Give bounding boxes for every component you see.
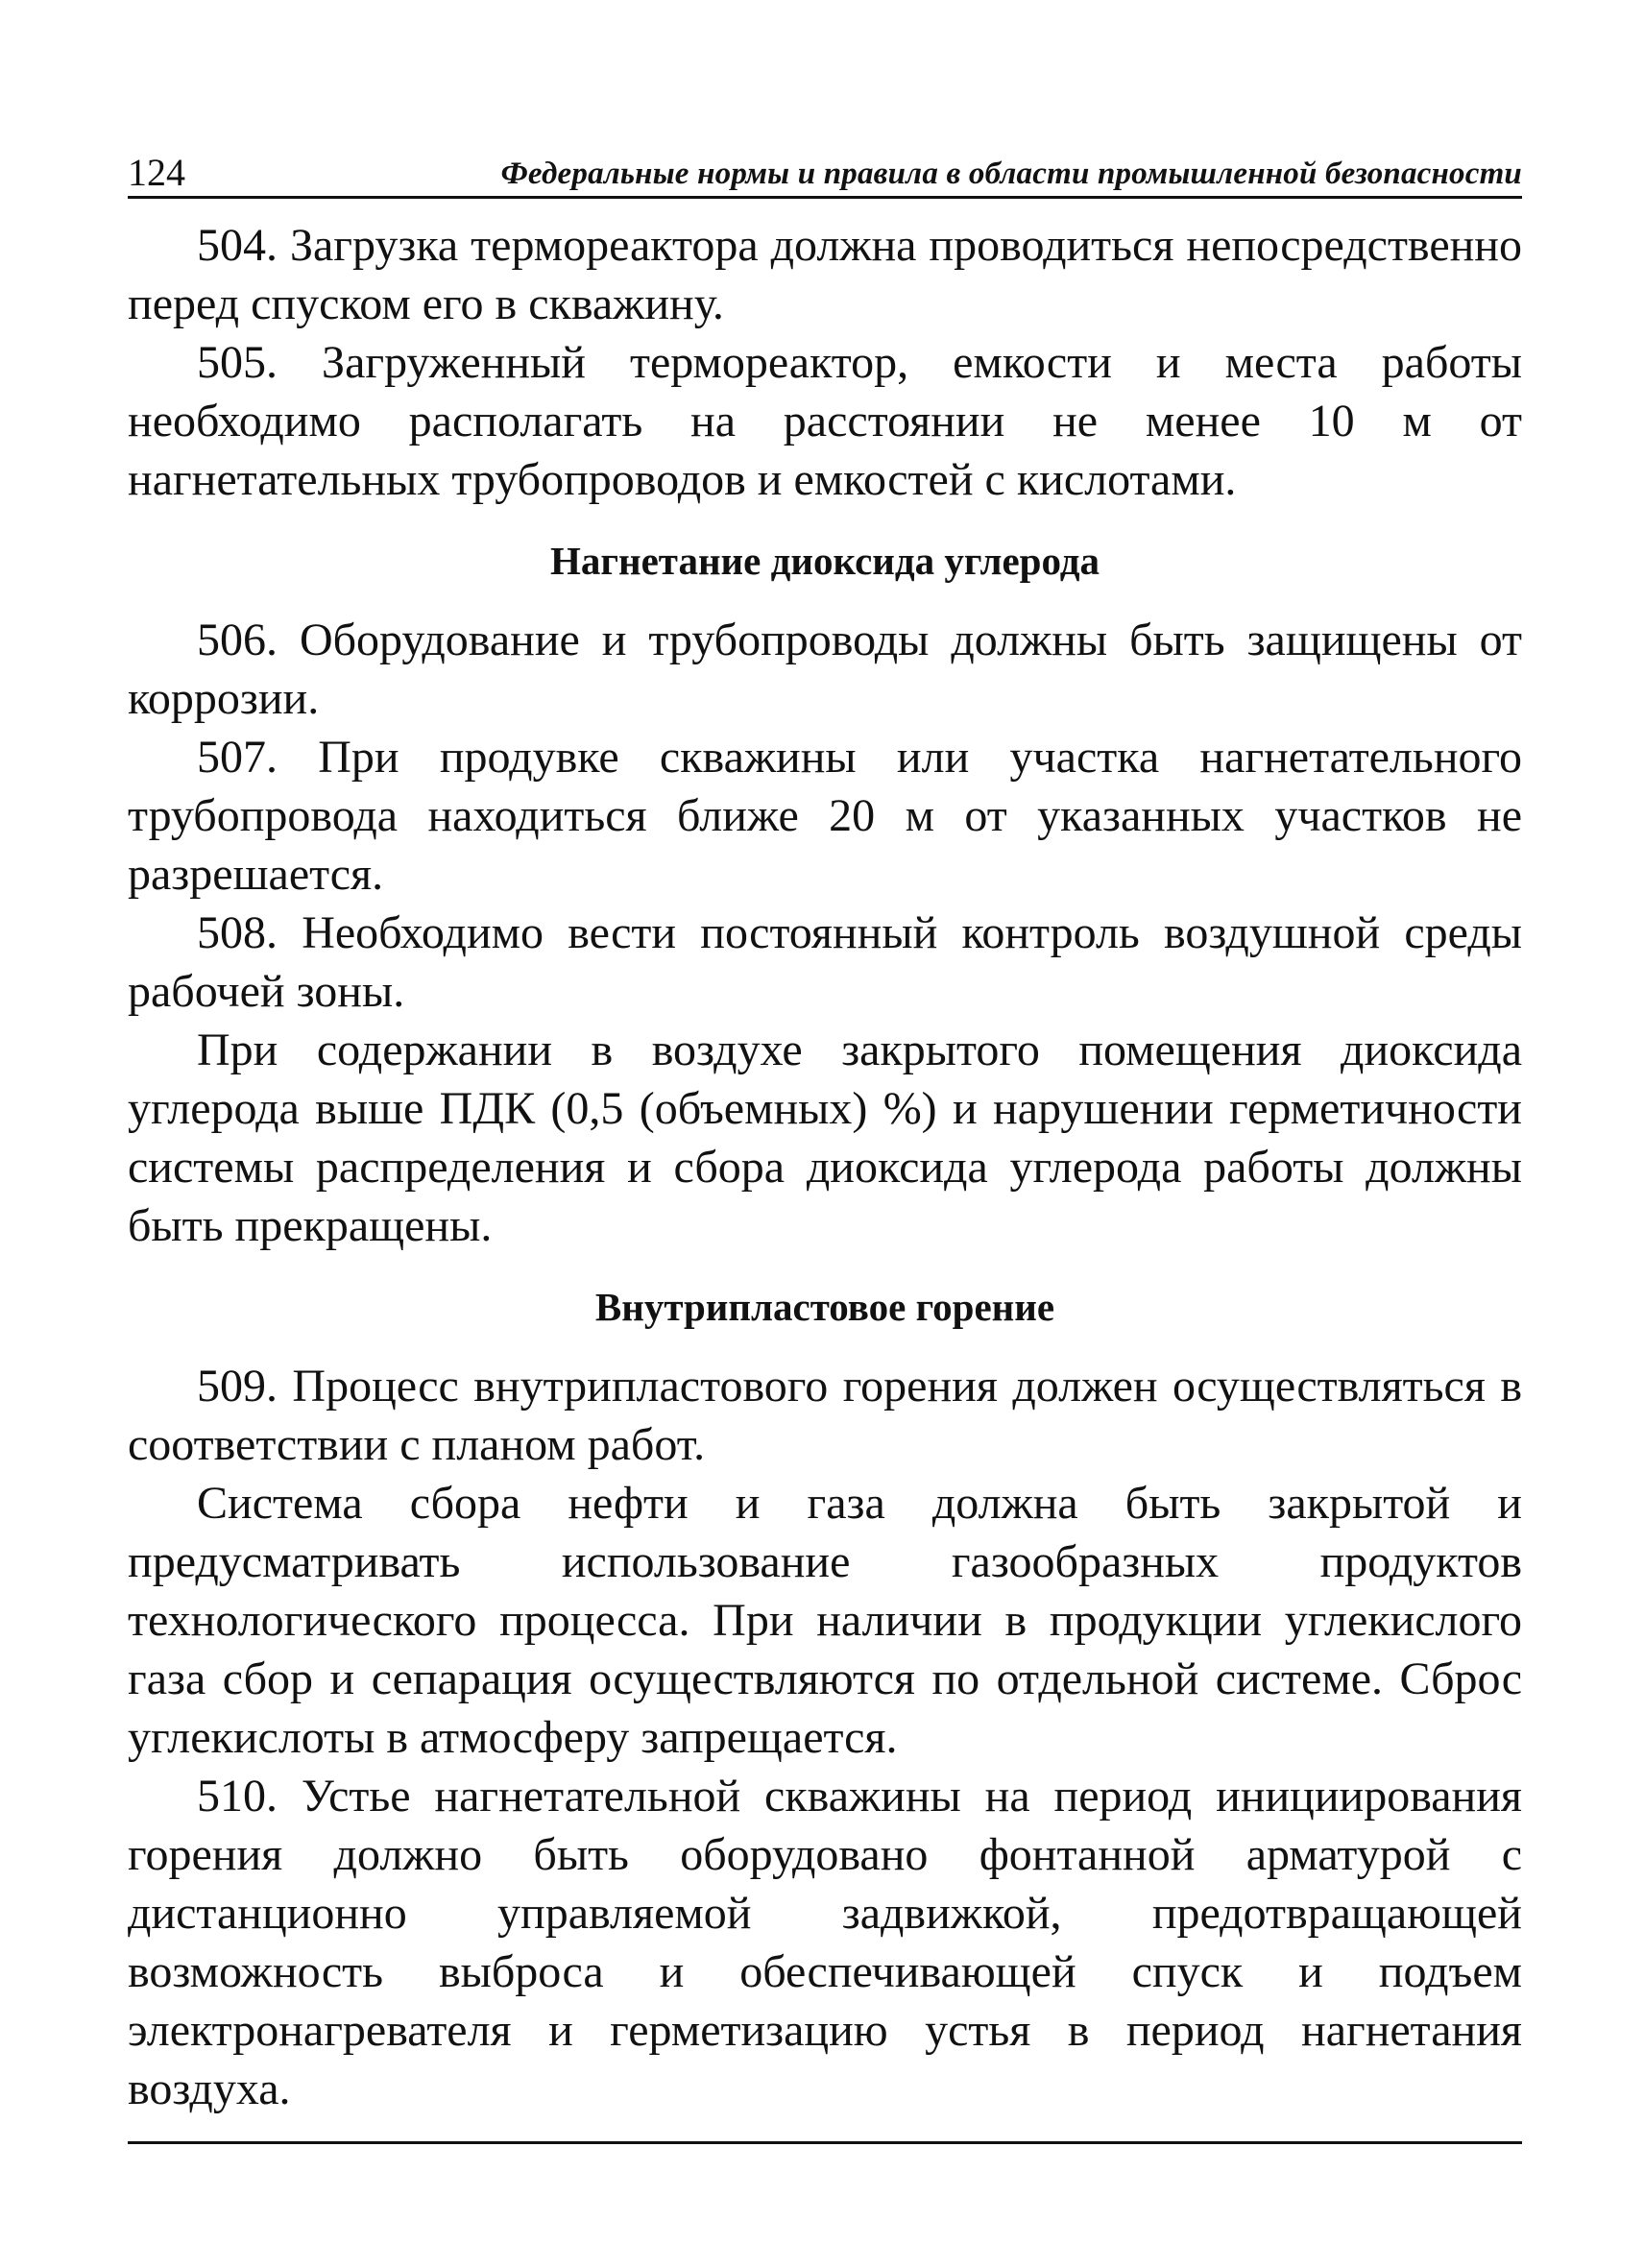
section-heading-in-situ-combustion: Внутрипластовое горение [594, 1285, 1055, 1329]
paragraph-508-continued: При содержании в воздухе закрытого помещения диоксида углерода выше ПДК (0,5 (объемных) %) и нарушении герметичности системы распределения и сбора диоксида углерода работы должны быть прекращены. [128, 1025, 1522, 1251]
paragraph-506: 506. Оборудование и трубопроводы должны быть защищены от коррозии. [128, 615, 1522, 724]
paragraph-507: 507. При продувке скважины или участка нагнетательного трубопровода находиться ближе 20 м от указанных участков не разрешается. [128, 732, 1522, 900]
footer-divider [128, 2141, 1522, 2144]
paragraph-505: 505. Загруженный термореактор, емкости и места работы необходимо располагать на расстоянии не менее 10 м от нагнетательных трубопроводов и емкостей с кислотами. [128, 337, 1522, 505]
paragraph-504: 504. Загрузка термореактора должна проводиться непосредственно перед спуском его в скважину. [128, 220, 1522, 329]
page-content [128, 216, 1522, 2118]
paragraph-509-continued: Система сбора нефти и газа должна быть закрытой и предусматривать использование газообразных продуктов технологического процесса. При наличии в продукции углекислого газа сбор и сепарация осуществляются по отдельной системе. Сброс углекислоты в атмосферу запрещается. [128, 1478, 1522, 1763]
paragraph-509: 509. Процесс внутрипластового горения должен осуществляться в соответствии с планом работ. [128, 1361, 1522, 1470]
paragraph-508: 508. Необходимо вести постоянный контроль воздушной среды рабочей зоны. [128, 907, 1522, 1017]
running-title: Федеральные нормы и правила в области промышленной безопасности [500, 157, 1522, 191]
document-page [128, 134, 1522, 2118]
page-number: 124 [128, 151, 185, 194]
page-header [128, 134, 1522, 199]
section-heading-carbon-dioxide: Нагнетание диоксида углерода [549, 539, 1100, 583]
paragraph-510: 510. Устье нагнетательной скважины на период инициирования горения должно быть оборудовано фонтанной арматурой с дистанционно управляемой задвижкой, предотвращающей возможность выброса и обеспечивающей спуск и подъем электронагревателя и герметизацию устья в период нагнетания воздуха. [128, 1771, 1522, 2114]
